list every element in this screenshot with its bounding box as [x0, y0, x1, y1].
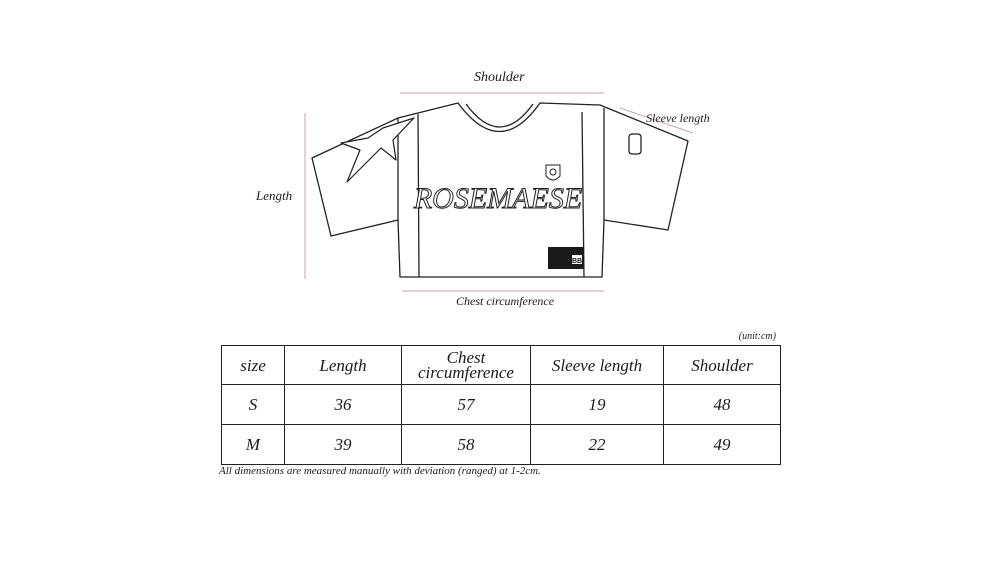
unit-note: (unit:cm) — [738, 331, 776, 342]
measurement-note: All dimensions are measured manually with deviation (ranged) at 1-2cm. — [219, 465, 541, 477]
header-shoulder: Shoulder — [664, 346, 781, 385]
cell-shoulder: 49 — [664, 425, 781, 465]
cell-size: M — [222, 425, 285, 465]
chest-circumference-label: Chest circumference — [456, 294, 555, 308]
table-header-row — [222, 346, 781, 385]
header-length: Length — [285, 346, 402, 385]
svg-text:BB: BB — [571, 258, 583, 265]
cell-shoulder: 48 — [664, 385, 781, 425]
cell-length: 39 — [285, 425, 402, 465]
cell-sleeve: 22 — [531, 425, 664, 465]
shoulder-label: Shoulder — [474, 70, 525, 85]
header-size: size — [222, 346, 285, 385]
sleeve-length-label: Sleeve length — [646, 111, 710, 125]
size-table — [221, 345, 781, 465]
cell-chest: 58 — [402, 425, 531, 465]
cell-size: S — [222, 385, 285, 425]
table-row — [222, 425, 781, 465]
cell-chest: 57 — [402, 385, 531, 425]
table-row — [222, 385, 781, 425]
header-sleeve-length: Sleeve length — [531, 346, 664, 385]
cell-sleeve: 19 — [531, 385, 664, 425]
length-label: Length — [256, 188, 293, 203]
header-chest: Chest circumference — [402, 346, 531, 385]
label-tag — [548, 247, 584, 269]
cell-length: 36 — [285, 385, 402, 425]
brand-wordmark: ROSEMAESE — [413, 182, 583, 215]
